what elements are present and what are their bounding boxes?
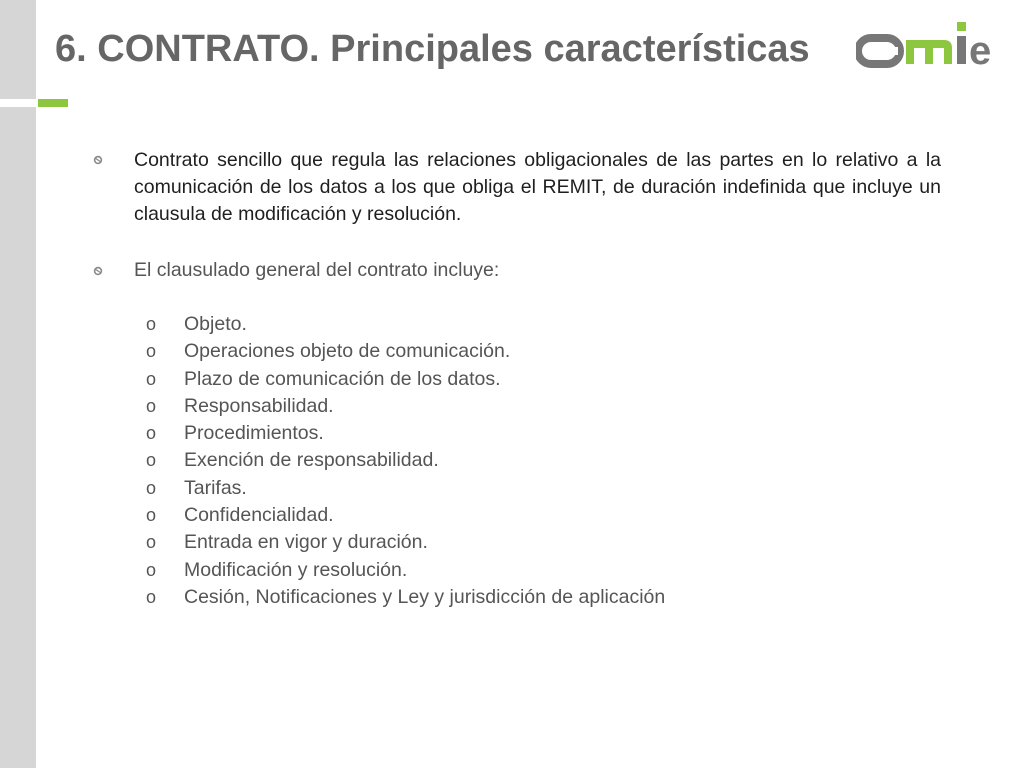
sub-bullet: o [146, 368, 157, 389]
list-item-text: Exención de responsabilidad. [184, 449, 439, 472]
clauses-list [146, 311, 665, 611]
list-item-text: Cesión, Notificaciones y Ley y jurisdicción de aplicación [184, 585, 666, 608]
sub-bullet: o [146, 505, 157, 526]
list-item-text: Tarifas. [184, 476, 247, 499]
list-item [146, 502, 665, 529]
list-item-text: Entrada en vigor y duración. [184, 531, 428, 554]
sub-bullet: o [146, 559, 157, 580]
svg-text:e: e [969, 29, 992, 70]
list-item-text: Plazo de comunicación de los datos. [184, 367, 501, 390]
sub-bullet: o [146, 450, 157, 471]
slide-title: 6. CONTRATO. Principales características [55, 28, 810, 70]
list-item [146, 529, 665, 556]
list-item-text: Confidencialidad. [184, 504, 334, 527]
sub-bullet: o [146, 395, 157, 416]
list-item [146, 475, 665, 502]
paragraph-contract-description: Contrato sencillo que regula las relaciones obligacionales de las partes en lo relativo a la comunicación de los datos a los que obliga el REMIT, de duración indefinida que incluye un clausula de modificación y resolución. [134, 149, 941, 225]
list-item [146, 311, 665, 338]
list-item [146, 420, 665, 447]
sub-bullet: o [146, 423, 157, 444]
list-item-text: Procedimientos. [184, 422, 324, 445]
list-item [146, 557, 665, 584]
paragraph-clauses-intro: El clausulado general del contrato incluye: [134, 259, 500, 281]
list-item [146, 393, 665, 420]
list-item-text: Responsabilidad. [184, 394, 334, 417]
sub-bullet: o [146, 477, 157, 498]
list-item-text: Operaciones objeto de comunicación. [184, 340, 511, 363]
list-item [146, 338, 665, 365]
list-item-text: Modificación y resolución. [184, 558, 408, 581]
list-item [146, 366, 665, 393]
list-item [146, 447, 665, 474]
list-item [146, 584, 665, 611]
list-item-text: Objeto. [184, 313, 247, 335]
bullet-icon [92, 154, 104, 166]
sub-bullet: o [146, 586, 157, 607]
sub-bullet: o [146, 532, 157, 553]
sub-bullet: o [146, 341, 157, 362]
sub-bullet: o [146, 314, 157, 334]
bullet-icon [92, 265, 104, 277]
